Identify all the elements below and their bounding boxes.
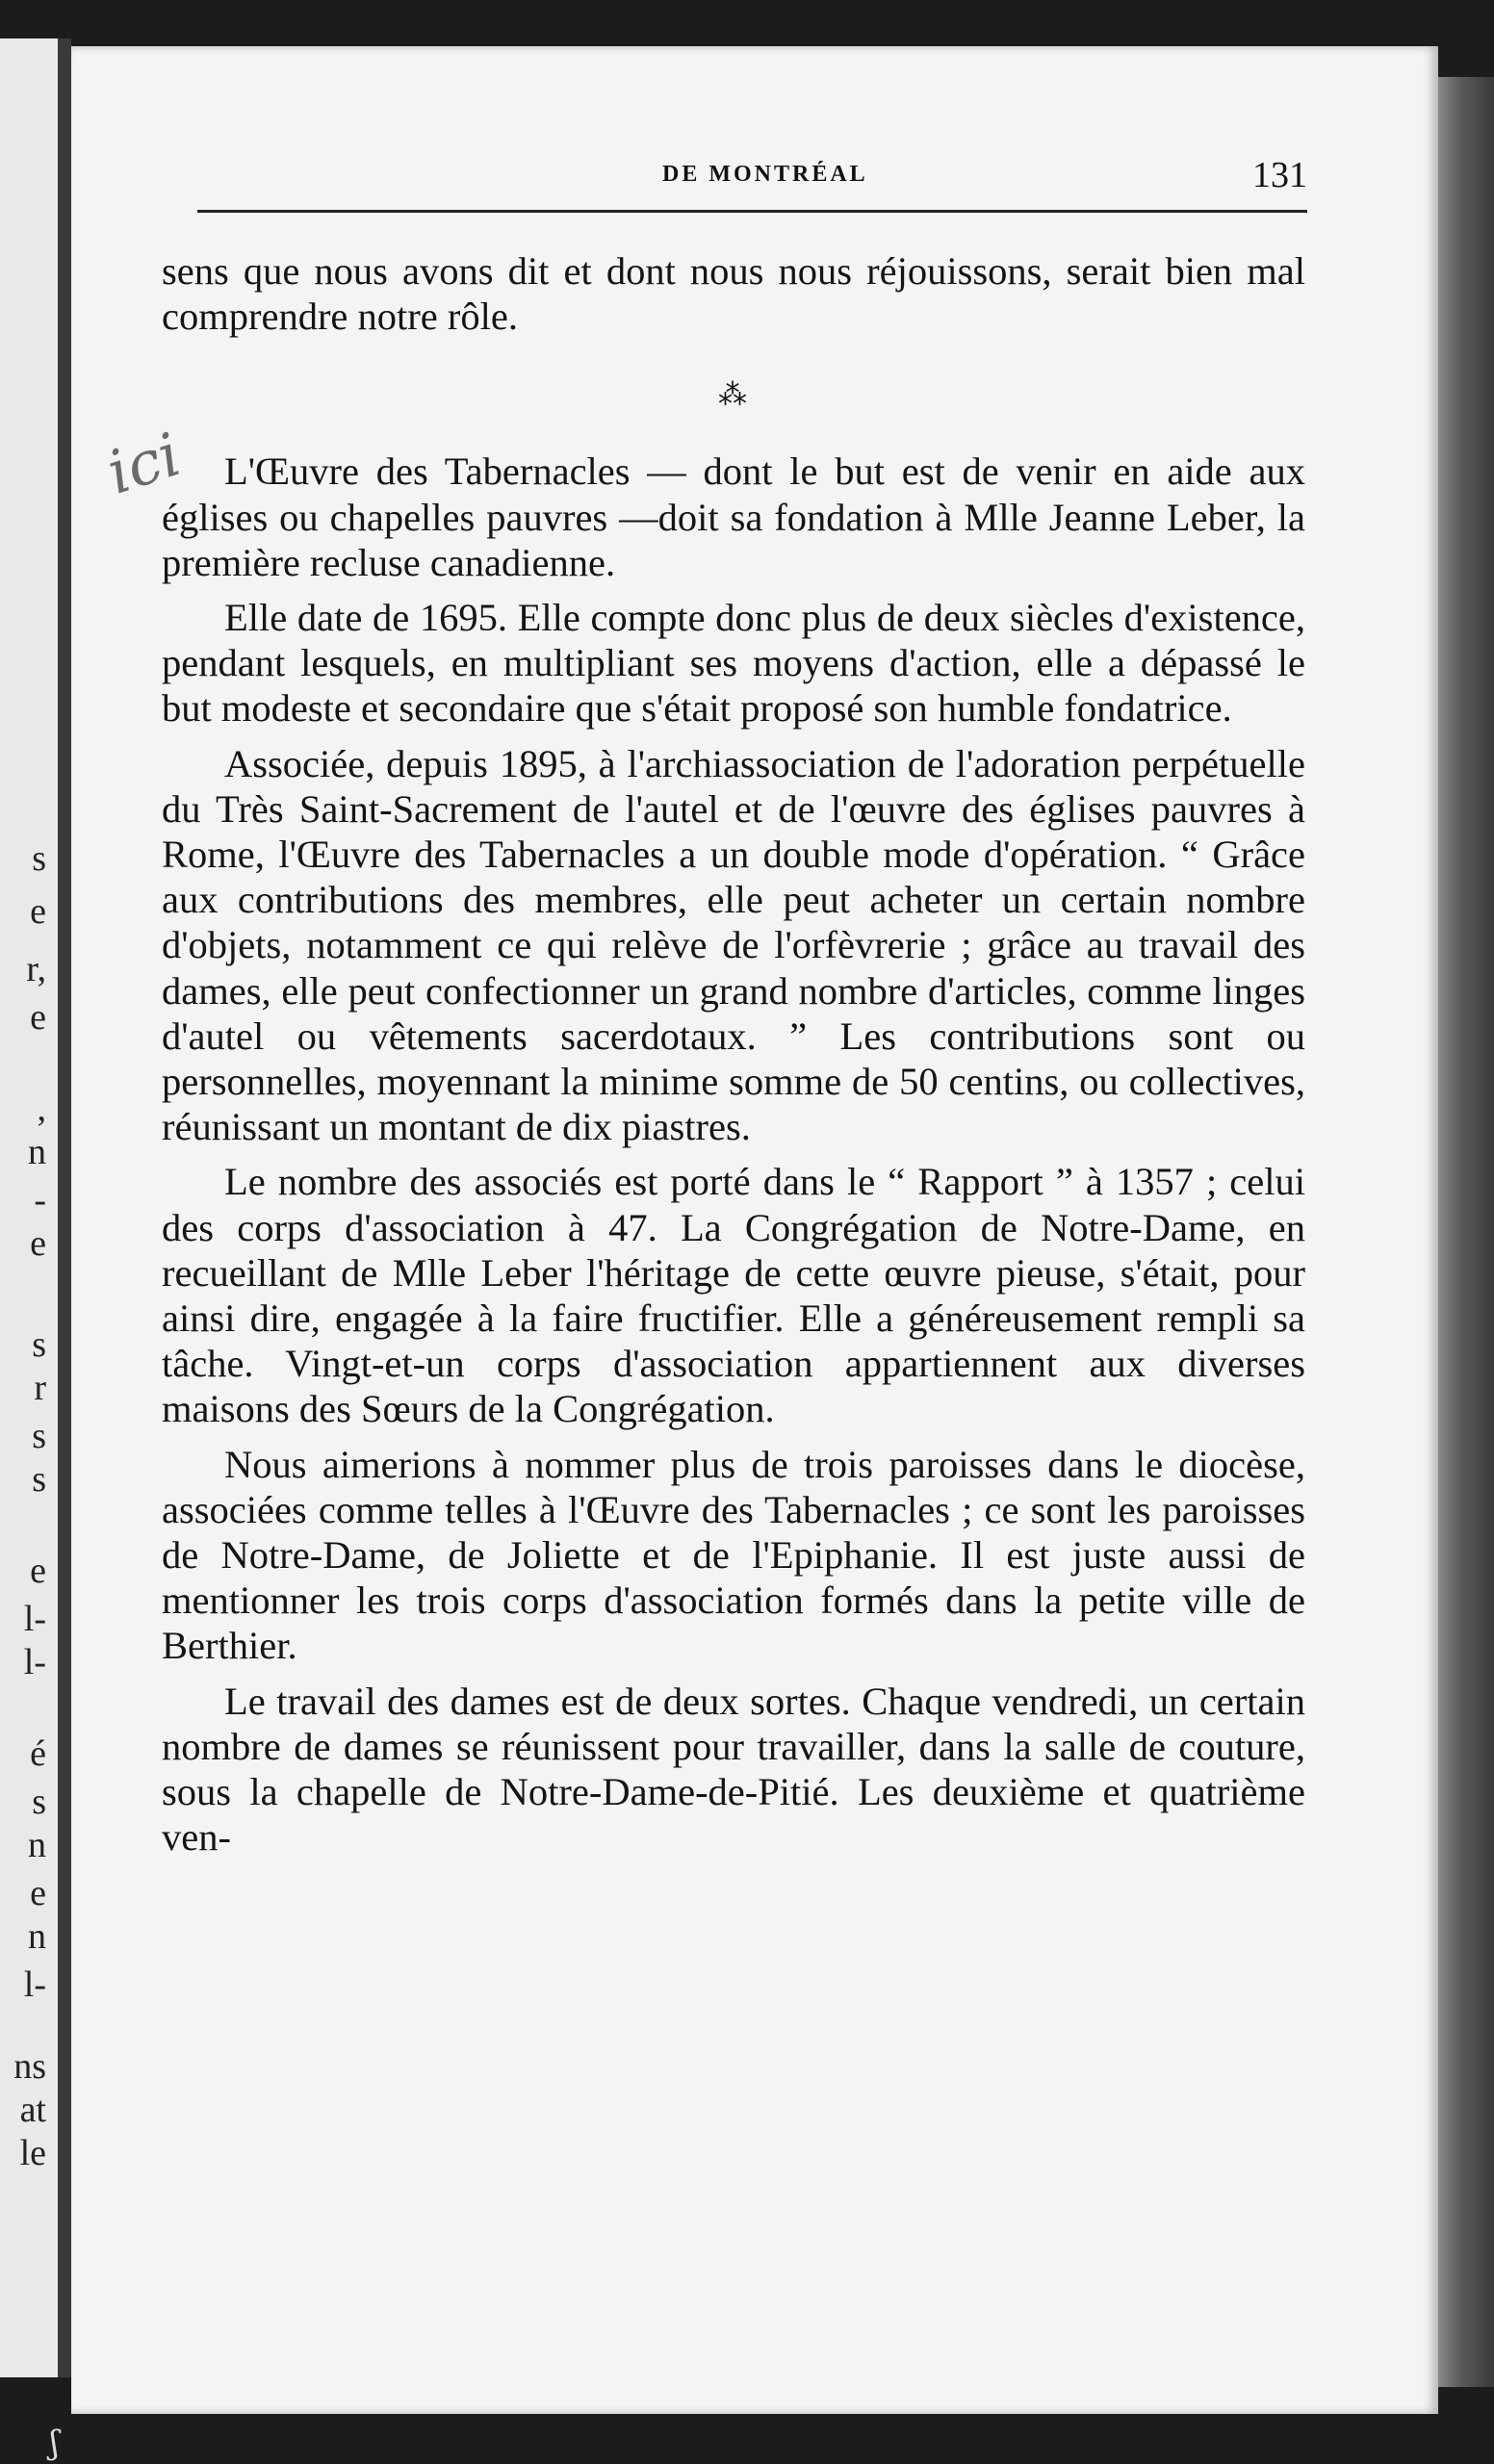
facing-page-fragment: n	[28, 1132, 46, 1172]
running-head-title: DE MONTRÉAL	[662, 162, 868, 187]
facing-page-fragment: s	[32, 1416, 46, 1456]
facing-page-fragment: l-	[23, 1964, 46, 2005]
facing-page-fragment: e	[30, 1223, 46, 1264]
facing-page-fragment: n	[28, 1916, 46, 1957]
facing-page-fragment: r,	[26, 949, 46, 989]
paragraph: Nous aimerions à nommer plus de trois paroisses dans le diocèse, associées comme telles à l'Œuvre des Tabernacles ; ce sont les paroisses de Notre-Dame, de Joliette et de l'Epiphanie. Il est juste aussi de mentionner les trois corps d'association formés dans la petite ville de Berthier.	[162, 1442, 1305, 1668]
facing-page-fragment: at	[19, 2090, 46, 2130]
paragraph: Elle date de 1695. Elle compte donc plus de deux siècles d'existence, pendant lesquels, en multipliant ses moyens d'action, elle a dépassé le but modeste et secondaire que s'était proposé son humble fondatrice.	[162, 596, 1305, 731]
bottom-scan-mark: ʃ	[50, 2424, 60, 2462]
facing-page-fragments	[0, 38, 54, 2377]
facing-page-fragment: l-	[23, 1599, 46, 1639]
facing-page-fragment: é	[30, 1733, 46, 1774]
paragraph-continuation: sens que nous avons dit et dont nous nous réjouissons, serait bien mal comprendre notre rôle.	[162, 249, 1305, 339]
facing-page-fragment: l-	[23, 1642, 46, 1682]
page-body	[162, 248, 1305, 1861]
page-number: 131	[1252, 155, 1307, 195]
facing-page-fragment: s	[32, 1324, 46, 1365]
paragraph: L'Œuvre des Tabernacles — dont le but est de venir en aide aux églises ou chapelles pauvres —doit sa fondation à Mlle Jeanne Leber, la première recluse canadienne.	[162, 449, 1305, 584]
facing-page-fragment: r	[34, 1368, 46, 1408]
facing-page-fragment: ns	[13, 2046, 46, 2087]
facing-page-fragment: s	[32, 1459, 46, 1500]
facing-page-fragment: e	[30, 1873, 46, 1913]
running-head	[123, 114, 1307, 195]
paragraph: Associée, depuis 1895, à l'archiassociation de l'adoration perpétuelle du Très Saint-Sacrement de l'autel et de l'œuvre des églises pauvres à Rome, l'Œuvre des Tabernacles a un double mode d'opération. “ Grâce aux contributions des membres, elle peut acheter un certain nombre d'objets, notamment ce qui relève de l'orfèvrerie ; grâce au travail des dames, elle peut confectionner un grand nombre d'articles, comme linges d'autel ou vêtements sacerdotaux. ” Les contributions sont ou personnelles, moyennant la minime somme de 50 centins, ou collectives, réunissant un montant de dix piastres.	[162, 741, 1305, 1149]
paragraph: Le nombre des associés est porté dans le “ Rapport ” à 1357 ; celui des corps d'association à 47. La Congrégation de Notre-Dame, en recueillant de Mlle Leber l'héritage de cette œuvre pieuse, s'était, pour ainsi dire, engagée à la faire fructifier. Elle a généreusement rempli sa tâche. Vingt-et-un corps d'association appartiennent aux diverses maisons des Sœurs de la Congrégation.	[162, 1160, 1305, 1431]
section-asterism: ⁂	[718, 379, 749, 412]
facing-page-fragment: ,	[37, 1089, 46, 1129]
header-rule	[197, 210, 1307, 213]
page-stack-edge	[1438, 77, 1494, 2387]
facing-page-fragment: n	[28, 1825, 46, 1865]
facing-page-fragment: e	[30, 891, 46, 932]
paragraph: Le travail des dames est de deux sortes. Chaque vendredi, un certain nombre de dames se réunissent pour travailler, dans la salle de couture, sous la chapelle de Notre-Dame-de-Pitié. Les deuxième et quatrième ven-	[162, 1679, 1305, 1860]
facing-page-fragment: le	[19, 2133, 46, 2173]
facing-page-fragment: s	[32, 838, 46, 879]
facing-page-fragment: e	[30, 1551, 46, 1591]
facing-page-fragment: s	[32, 1782, 46, 1822]
handwritten-margin-note: ici	[98, 419, 189, 508]
facing-page-fragment: -	[34, 1180, 46, 1220]
facing-page-fragment: e	[30, 997, 46, 1038]
facing-page-edge	[0, 38, 71, 2377]
